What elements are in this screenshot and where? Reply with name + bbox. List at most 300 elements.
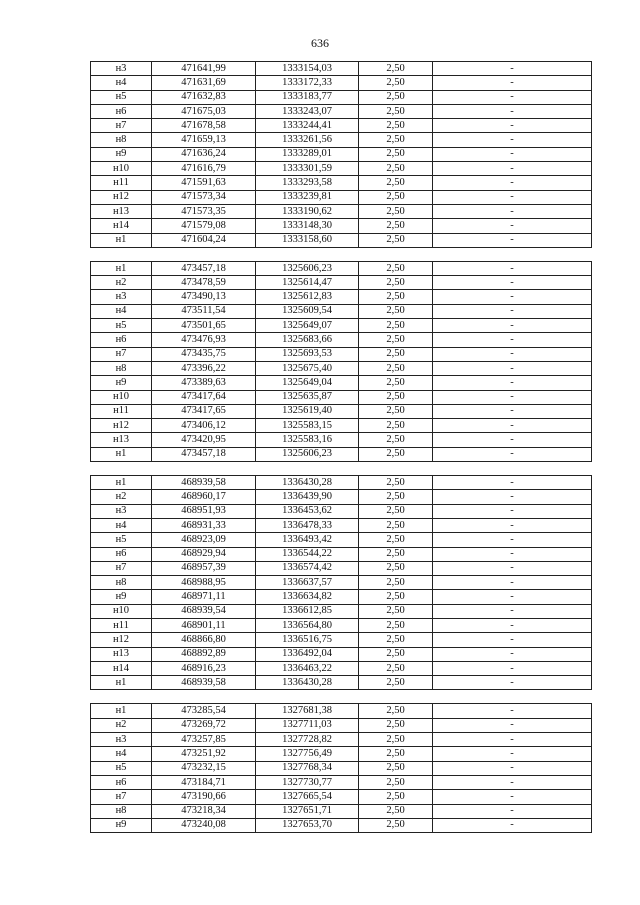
y-coordinate: 1325583,16 <box>256 433 359 447</box>
note-value: - <box>433 304 592 318</box>
point-label: н8 <box>91 576 152 590</box>
note-value: - <box>433 804 592 818</box>
accuracy-value: 2,50 <box>359 590 433 604</box>
y-coordinate: 1327711,03 <box>256 718 359 732</box>
table-row <box>91 204 592 218</box>
table-row <box>91 333 592 347</box>
y-coordinate: 1333154,03 <box>256 62 359 76</box>
point-label: н5 <box>91 761 152 775</box>
x-coordinate: 471678,58 <box>152 119 256 133</box>
point-label: н8 <box>91 361 152 375</box>
x-coordinate: 473251,92 <box>152 747 256 761</box>
point-label: н4 <box>91 518 152 532</box>
note-value: - <box>433 747 592 761</box>
x-coordinate: 473257,85 <box>152 733 256 747</box>
accuracy-value: 2,50 <box>359 204 433 218</box>
accuracy-value: 2,50 <box>359 76 433 90</box>
note-value: - <box>433 447 592 461</box>
point-label: н13 <box>91 204 152 218</box>
table-row <box>91 219 592 233</box>
point-label: н5 <box>91 90 152 104</box>
note-value: - <box>433 233 592 247</box>
table-row <box>91 290 592 304</box>
note-value: - <box>433 775 592 789</box>
table-row <box>91 390 592 404</box>
point-label: н7 <box>91 790 152 804</box>
table-row <box>91 104 592 118</box>
point-label: н12 <box>91 190 152 204</box>
point-label: н2 <box>91 490 152 504</box>
table-row <box>91 676 592 690</box>
table-row <box>91 790 592 804</box>
table-row <box>91 361 592 375</box>
accuracy-value: 2,50 <box>359 718 433 732</box>
table-row <box>91 447 592 461</box>
note-value: - <box>433 319 592 333</box>
table-row <box>91 733 592 747</box>
table-row <box>91 62 592 76</box>
y-coordinate: 1336634,82 <box>256 590 359 604</box>
x-coordinate: 473420,95 <box>152 433 256 447</box>
note-value: - <box>433 476 592 490</box>
accuracy-value: 2,50 <box>359 775 433 789</box>
accuracy-value: 2,50 <box>359 162 433 176</box>
note-value: - <box>433 718 592 732</box>
table-row <box>91 547 592 561</box>
x-coordinate: 468939,54 <box>152 604 256 618</box>
x-coordinate: 473490,13 <box>152 290 256 304</box>
table-row <box>91 661 592 675</box>
point-label: н6 <box>91 547 152 561</box>
y-coordinate: 1336439,90 <box>256 490 359 504</box>
x-coordinate: 471659,13 <box>152 133 256 147</box>
table-row <box>91 376 592 390</box>
accuracy-value: 2,50 <box>359 618 433 632</box>
accuracy-value: 2,50 <box>359 518 433 532</box>
accuracy-value: 2,50 <box>359 761 433 775</box>
x-coordinate: 468988,95 <box>152 576 256 590</box>
point-label: н9 <box>91 376 152 390</box>
y-coordinate: 1336492,04 <box>256 647 359 661</box>
y-coordinate: 1333148,30 <box>256 219 359 233</box>
x-coordinate: 473232,15 <box>152 761 256 775</box>
accuracy-value: 2,50 <box>359 676 433 690</box>
x-coordinate: 473218,34 <box>152 804 256 818</box>
note-value: - <box>433 590 592 604</box>
note-value: - <box>433 561 592 575</box>
note-value: - <box>433 704 592 718</box>
accuracy-value: 2,50 <box>359 176 433 190</box>
accuracy-value: 2,50 <box>359 661 433 675</box>
x-coordinate: 471573,34 <box>152 190 256 204</box>
table-row <box>91 419 592 433</box>
table-row <box>91 119 592 133</box>
x-coordinate: 473457,18 <box>152 447 256 461</box>
table-row <box>91 533 592 547</box>
y-coordinate: 1325606,23 <box>256 261 359 275</box>
accuracy-value: 2,50 <box>359 533 433 547</box>
note-value: - <box>433 633 592 647</box>
table-row <box>91 647 592 661</box>
accuracy-value: 2,50 <box>359 504 433 518</box>
point-label: н7 <box>91 347 152 361</box>
y-coordinate: 1333293,58 <box>256 176 359 190</box>
x-coordinate: 468929,94 <box>152 547 256 561</box>
group-separator-row <box>91 247 592 261</box>
coordinates-table-body <box>91 62 592 833</box>
x-coordinate: 468866,80 <box>152 633 256 647</box>
point-label: н8 <box>91 133 152 147</box>
table-row <box>91 347 592 361</box>
table-row <box>91 147 592 161</box>
accuracy-value: 2,50 <box>359 361 433 375</box>
accuracy-value: 2,50 <box>359 119 433 133</box>
accuracy-value: 2,50 <box>359 390 433 404</box>
x-coordinate: 468939,58 <box>152 676 256 690</box>
x-coordinate: 473501,65 <box>152 319 256 333</box>
point-label: н2 <box>91 718 152 732</box>
point-label: н4 <box>91 76 152 90</box>
point-label: н1 <box>91 447 152 461</box>
x-coordinate: 471591,63 <box>152 176 256 190</box>
group-separator-cell <box>91 247 592 261</box>
accuracy-value: 2,50 <box>359 319 433 333</box>
accuracy-value: 2,50 <box>359 790 433 804</box>
x-coordinate: 473478,59 <box>152 276 256 290</box>
x-coordinate: 473417,65 <box>152 404 256 418</box>
table-row <box>91 476 592 490</box>
accuracy-value: 2,50 <box>359 261 433 275</box>
accuracy-value: 2,50 <box>359 447 433 461</box>
y-coordinate: 1336564,80 <box>256 618 359 632</box>
x-coordinate: 468971,11 <box>152 590 256 604</box>
table-row <box>91 604 592 618</box>
note-value: - <box>433 62 592 76</box>
accuracy-value: 2,50 <box>359 547 433 561</box>
note-value: - <box>433 661 592 675</box>
note-value: - <box>433 104 592 118</box>
table-row <box>91 90 592 104</box>
point-label: н13 <box>91 647 152 661</box>
note-value: - <box>433 533 592 547</box>
y-coordinate: 1327768,34 <box>256 761 359 775</box>
note-value: - <box>433 761 592 775</box>
x-coordinate: 473435,75 <box>152 347 256 361</box>
point-label: н12 <box>91 633 152 647</box>
point-label: н12 <box>91 419 152 433</box>
group-separator-row <box>91 690 592 704</box>
note-value: - <box>433 376 592 390</box>
note-value: - <box>433 490 592 504</box>
y-coordinate: 1325612,83 <box>256 290 359 304</box>
note-value: - <box>433 547 592 561</box>
point-label: н10 <box>91 162 152 176</box>
point-label: н4 <box>91 747 152 761</box>
y-coordinate: 1336430,28 <box>256 476 359 490</box>
note-value: - <box>433 347 592 361</box>
x-coordinate: 468957,39 <box>152 561 256 575</box>
y-coordinate: 1325649,07 <box>256 319 359 333</box>
x-coordinate: 473190,66 <box>152 790 256 804</box>
group-separator-row <box>91 462 592 476</box>
x-coordinate: 471632,83 <box>152 90 256 104</box>
accuracy-value: 2,50 <box>359 476 433 490</box>
point-label: н1 <box>91 676 152 690</box>
x-coordinate: 468951,93 <box>152 504 256 518</box>
y-coordinate: 1333239,81 <box>256 190 359 204</box>
note-value: - <box>433 76 592 90</box>
x-coordinate: 473240,08 <box>152 818 256 832</box>
table-row <box>91 633 592 647</box>
y-coordinate: 1336453,62 <box>256 504 359 518</box>
accuracy-value: 2,50 <box>359 190 433 204</box>
y-coordinate: 1325606,23 <box>256 447 359 461</box>
note-value: - <box>433 90 592 104</box>
point-label: н1 <box>91 476 152 490</box>
x-coordinate: 473396,22 <box>152 361 256 375</box>
y-coordinate: 1333183,77 <box>256 90 359 104</box>
y-coordinate: 1333301,59 <box>256 162 359 176</box>
y-coordinate: 1325614,47 <box>256 276 359 290</box>
point-label: н3 <box>91 290 152 304</box>
point-label: н9 <box>91 147 152 161</box>
y-coordinate: 1336463,22 <box>256 661 359 675</box>
note-value: - <box>433 176 592 190</box>
x-coordinate: 473457,18 <box>152 261 256 275</box>
accuracy-value: 2,50 <box>359 647 433 661</box>
table-row <box>91 518 592 532</box>
note-value: - <box>433 733 592 747</box>
table-row <box>91 747 592 761</box>
table-row <box>91 76 592 90</box>
y-coordinate: 1336493,42 <box>256 533 359 547</box>
table-row <box>91 590 592 604</box>
y-coordinate: 1333289,01 <box>256 147 359 161</box>
x-coordinate: 471631,69 <box>152 76 256 90</box>
point-label: н1 <box>91 233 152 247</box>
y-coordinate: 1327651,71 <box>256 804 359 818</box>
note-value: - <box>433 333 592 347</box>
note-value: - <box>433 504 592 518</box>
y-coordinate: 1325619,40 <box>256 404 359 418</box>
x-coordinate: 468939,58 <box>152 476 256 490</box>
point-label: н1 <box>91 261 152 275</box>
note-value: - <box>433 604 592 618</box>
table-row <box>91 190 592 204</box>
y-coordinate: 1336637,57 <box>256 576 359 590</box>
table-row <box>91 319 592 333</box>
x-coordinate: 471573,35 <box>152 204 256 218</box>
y-coordinate: 1327681,38 <box>256 704 359 718</box>
point-label: н11 <box>91 404 152 418</box>
x-coordinate: 473285,54 <box>152 704 256 718</box>
note-value: - <box>433 404 592 418</box>
accuracy-value: 2,50 <box>359 104 433 118</box>
table-row <box>91 304 592 318</box>
table-row <box>91 576 592 590</box>
note-value: - <box>433 419 592 433</box>
y-coordinate: 1327665,54 <box>256 790 359 804</box>
note-value: - <box>433 576 592 590</box>
note-value: - <box>433 147 592 161</box>
table-row <box>91 490 592 504</box>
x-coordinate: 471604,24 <box>152 233 256 247</box>
x-coordinate: 471579,08 <box>152 219 256 233</box>
table-row <box>91 561 592 575</box>
y-coordinate: 1336516,75 <box>256 633 359 647</box>
page-number: 636 <box>311 36 329 50</box>
accuracy-value: 2,50 <box>359 561 433 575</box>
x-coordinate: 471675,03 <box>152 104 256 118</box>
point-label: н3 <box>91 62 152 76</box>
y-coordinate: 1325693,53 <box>256 347 359 361</box>
y-coordinate: 1333261,56 <box>256 133 359 147</box>
note-value: - <box>433 290 592 304</box>
point-label: н6 <box>91 333 152 347</box>
table-row <box>91 261 592 275</box>
accuracy-value: 2,50 <box>359 633 433 647</box>
y-coordinate: 1336612,85 <box>256 604 359 618</box>
point-label: н1 <box>91 704 152 718</box>
point-label: н7 <box>91 561 152 575</box>
point-label: н3 <box>91 504 152 518</box>
y-coordinate: 1325649,04 <box>256 376 359 390</box>
y-coordinate: 1327653,70 <box>256 818 359 832</box>
table-row <box>91 504 592 518</box>
table-row <box>91 433 592 447</box>
point-label: н6 <box>91 104 152 118</box>
table-row <box>91 233 592 247</box>
x-coordinate: 468931,33 <box>152 518 256 532</box>
x-coordinate: 468901,11 <box>152 618 256 632</box>
x-coordinate: 471641,99 <box>152 62 256 76</box>
table-row <box>91 718 592 732</box>
accuracy-value: 2,50 <box>359 333 433 347</box>
note-value: - <box>433 433 592 447</box>
table-row <box>91 404 592 418</box>
y-coordinate: 1333158,60 <box>256 233 359 247</box>
table-row <box>91 618 592 632</box>
x-coordinate: 473511,54 <box>152 304 256 318</box>
y-coordinate: 1325609,54 <box>256 304 359 318</box>
note-value: - <box>433 676 592 690</box>
point-label: н11 <box>91 618 152 632</box>
y-coordinate: 1325683,66 <box>256 333 359 347</box>
x-coordinate: 468960,17 <box>152 490 256 504</box>
x-coordinate: 471616,79 <box>152 162 256 176</box>
x-coordinate: 468892,89 <box>152 647 256 661</box>
accuracy-value: 2,50 <box>359 604 433 618</box>
accuracy-value: 2,50 <box>359 304 433 318</box>
x-coordinate: 473417,64 <box>152 390 256 404</box>
note-value: - <box>433 390 592 404</box>
point-label: н6 <box>91 775 152 789</box>
x-coordinate: 468923,09 <box>152 533 256 547</box>
y-coordinate: 1325675,40 <box>256 361 359 375</box>
accuracy-value: 2,50 <box>359 804 433 818</box>
note-value: - <box>433 818 592 832</box>
y-coordinate: 1325583,15 <box>256 419 359 433</box>
point-label: н9 <box>91 818 152 832</box>
point-label: н13 <box>91 433 152 447</box>
accuracy-value: 2,50 <box>359 90 433 104</box>
y-coordinate: 1333244,41 <box>256 119 359 133</box>
y-coordinate: 1336574,42 <box>256 561 359 575</box>
accuracy-value: 2,50 <box>359 276 433 290</box>
accuracy-value: 2,50 <box>359 133 433 147</box>
accuracy-value: 2,50 <box>359 147 433 161</box>
note-value: - <box>433 618 592 632</box>
point-label: н8 <box>91 804 152 818</box>
note-value: - <box>433 276 592 290</box>
point-label: н5 <box>91 533 152 547</box>
point-label: н14 <box>91 219 152 233</box>
x-coordinate: 471636,24 <box>152 147 256 161</box>
table-row <box>91 761 592 775</box>
y-coordinate: 1336544,22 <box>256 547 359 561</box>
x-coordinate: 468916,23 <box>152 661 256 675</box>
accuracy-value: 2,50 <box>359 62 433 76</box>
point-label: н11 <box>91 176 152 190</box>
table-row <box>91 775 592 789</box>
x-coordinate: 473476,93 <box>152 333 256 347</box>
accuracy-value: 2,50 <box>359 747 433 761</box>
note-value: - <box>433 261 592 275</box>
note-value: - <box>433 119 592 133</box>
coordinates-table <box>90 61 592 833</box>
table-row <box>91 704 592 718</box>
y-coordinate: 1325635,87 <box>256 390 359 404</box>
y-coordinate: 1333243,07 <box>256 104 359 118</box>
accuracy-value: 2,50 <box>359 490 433 504</box>
accuracy-value: 2,50 <box>359 704 433 718</box>
point-label: н2 <box>91 276 152 290</box>
accuracy-value: 2,50 <box>359 347 433 361</box>
y-coordinate: 1327756,49 <box>256 747 359 761</box>
point-label: н5 <box>91 319 152 333</box>
point-label: н7 <box>91 119 152 133</box>
note-value: - <box>433 361 592 375</box>
table-row <box>91 818 592 832</box>
accuracy-value: 2,50 <box>359 419 433 433</box>
note-value: - <box>433 647 592 661</box>
accuracy-value: 2,50 <box>359 233 433 247</box>
table-row <box>91 162 592 176</box>
y-coordinate: 1336430,28 <box>256 676 359 690</box>
accuracy-value: 2,50 <box>359 576 433 590</box>
y-coordinate: 1327728,82 <box>256 733 359 747</box>
y-coordinate: 1336478,33 <box>256 518 359 532</box>
group-separator-cell <box>91 690 592 704</box>
accuracy-value: 2,50 <box>359 290 433 304</box>
table-row <box>91 276 592 290</box>
table-row <box>91 804 592 818</box>
x-coordinate: 473184,71 <box>152 775 256 789</box>
note-value: - <box>433 190 592 204</box>
group-separator-cell <box>91 462 592 476</box>
note-value: - <box>433 204 592 218</box>
point-label: н3 <box>91 733 152 747</box>
note-value: - <box>433 518 592 532</box>
note-value: - <box>433 219 592 233</box>
y-coordinate: 1333190,62 <box>256 204 359 218</box>
x-coordinate: 473269,72 <box>152 718 256 732</box>
note-value: - <box>433 790 592 804</box>
table-row <box>91 176 592 190</box>
y-coordinate: 1333172,33 <box>256 76 359 90</box>
point-label: н9 <box>91 590 152 604</box>
accuracy-value: 2,50 <box>359 433 433 447</box>
